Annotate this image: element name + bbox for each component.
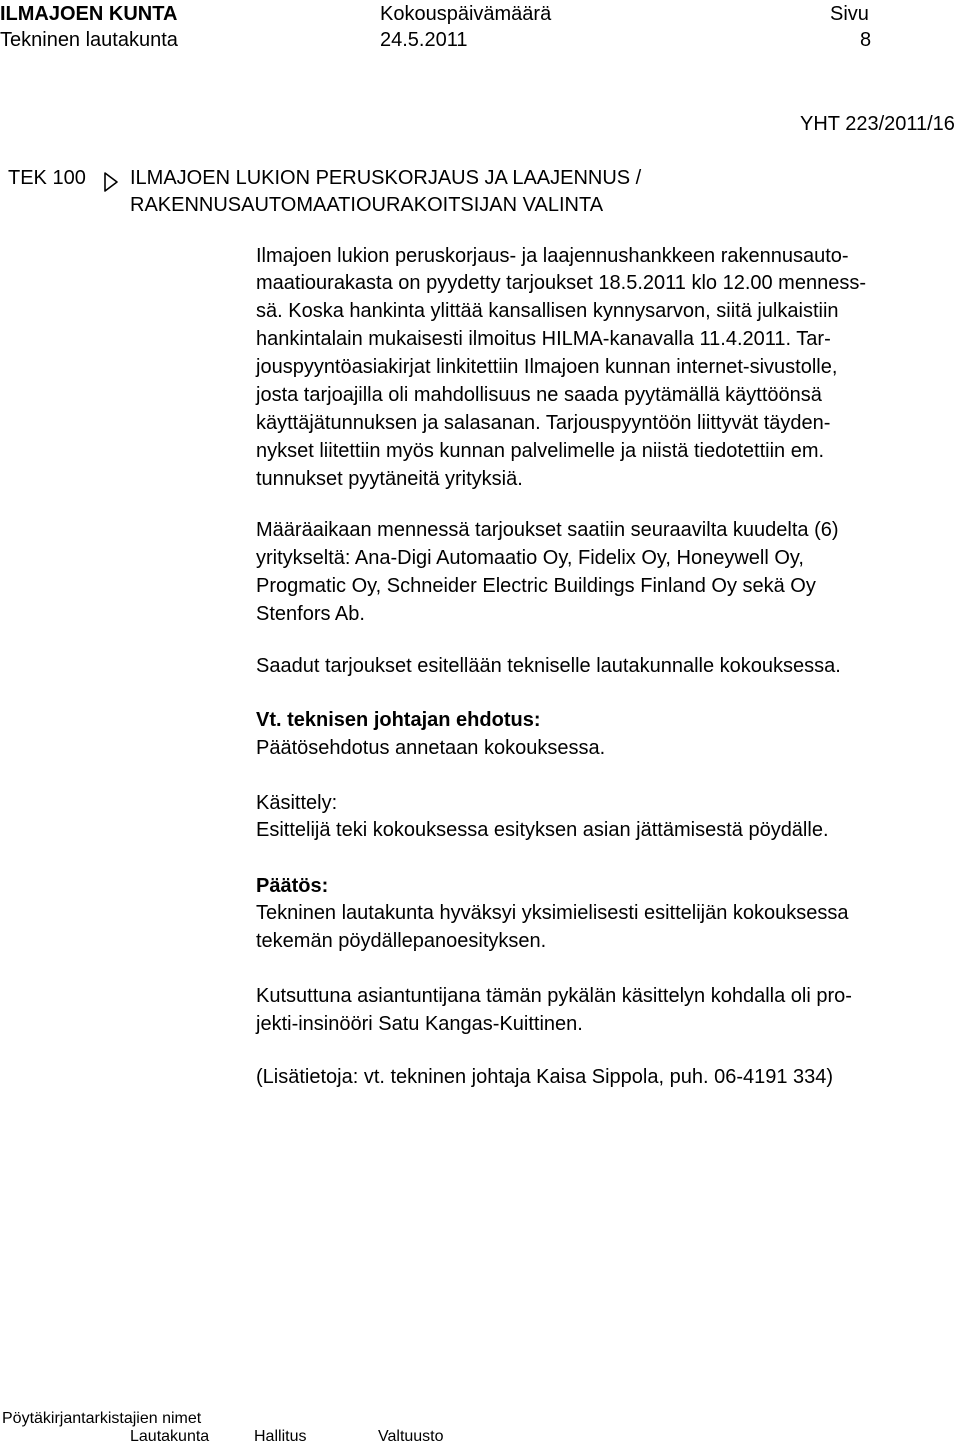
text-line: Stenfors Ab. (256, 603, 365, 625)
date-value: 24.5.2011 (380, 29, 468, 51)
proposal-heading: Vt. teknisen johtajan ehdotus: (256, 709, 541, 731)
text-line: tunnukset pyytäneitä yrityksiä. (256, 468, 523, 490)
footer-assembly-label: Valtuusto (378, 1428, 444, 1445)
expert-text-line: Kutsuttuna asiantuntijana tämän pykälän käsittelyn kohdalla oli pro- (256, 985, 852, 1007)
section-title-line2: RAKENNUSAUTOMAATIOURAKOITSIJAN VALINTA (130, 194, 604, 216)
reference-code: YHT 223/2011/16 (800, 113, 955, 135)
text-line: Progmatic Oy, Schneider Electric Buildings Finland Oy sekä Oy (256, 575, 816, 597)
text-line: käyttäjätunnuksen ja salasanan. Tarjouspyyntöön liittyvät täyden- (256, 412, 831, 434)
text-line: jouspyyntöasiakirjat linkitettiin Ilmajoen kunnan internet-sivustolle, (256, 356, 838, 378)
text-line: Ilmajoen lukion peruskorjaus- ja laajennushankkeen rakennusauto- (256, 245, 849, 267)
org-name: ILMAJOEN KUNTA (0, 3, 178, 25)
page-label: Sivu (830, 3, 869, 25)
footer-council-label: Hallitus (254, 1428, 307, 1445)
text-line: josta tarjoajilla oli mahdollisuus ne saada pyytämällä käyttöönsä (256, 384, 822, 406)
proposal-text: Päätösehdotus annetaan kokouksessa. (256, 737, 606, 759)
triangle-right-outline-icon (102, 170, 120, 194)
expert-text-line: jekti-insinööri Satu Kangas-Kuittinen. (256, 1013, 583, 1035)
text-line: hankintalain mukaisesti ilmoitus HILMA-kanavalla 11.4.2011. Tar- (256, 328, 831, 350)
date-label: Kokouspäivämäärä (380, 3, 552, 25)
text-line: sä. Koska hankinta ylittää kansallisen kynnysarvon, siitä julkaistiin (256, 300, 839, 322)
decision-text-line: Tekninen lautakunta hyväksyi yksimielisesti esittelijän kokouksessa (256, 902, 849, 924)
contact-info: (Lisätietoja: vt. tekninen johtaja Kaisa Sippola, puh. 06-4191 334) (256, 1066, 834, 1088)
decision-text-line: tekemän pöydällepanoesityksen. (256, 930, 547, 952)
footer-board-label: Lautakunta (130, 1428, 210, 1445)
decision-heading: Päätös: (256, 875, 329, 897)
paragraph-presentation: Saadut tarjoukset esitellään tekniselle lautakunnalle kokouksessa. (256, 655, 841, 677)
text-line: Määräaikaan mennessä tarjoukset saatiin seuraavilta kuudelta (6) (256, 519, 839, 541)
footer-checkers-label: Pöytäkirjantarkistajien nimet (2, 1410, 202, 1427)
handling-text: Esittelijä teki kokouksessa esityksen asian jättämisestä pöydälle. (256, 819, 829, 841)
page-number: 8 (860, 29, 872, 51)
text-line: nykset liitettiin myös kunnan palvelimelle ja niistä tiedotettiin em. (256, 440, 825, 462)
text-line: yritykseltä: Ana-Digi Automaatio Oy, Fidelix Oy, Honeywell Oy, (256, 547, 804, 569)
handling-heading: Käsittely: (256, 792, 338, 814)
section-title-line1: ILMAJOEN LUKION PERUSKORJAUS JA LAAJENNUS / (130, 167, 642, 189)
section-code: TEK 100 (8, 167, 86, 189)
text-line: maatiourakasta on pyydetty tarjoukset 18.5.2011 klo 12.00 menness- (256, 272, 866, 294)
board-name: Tekninen lautakunta (0, 29, 178, 51)
